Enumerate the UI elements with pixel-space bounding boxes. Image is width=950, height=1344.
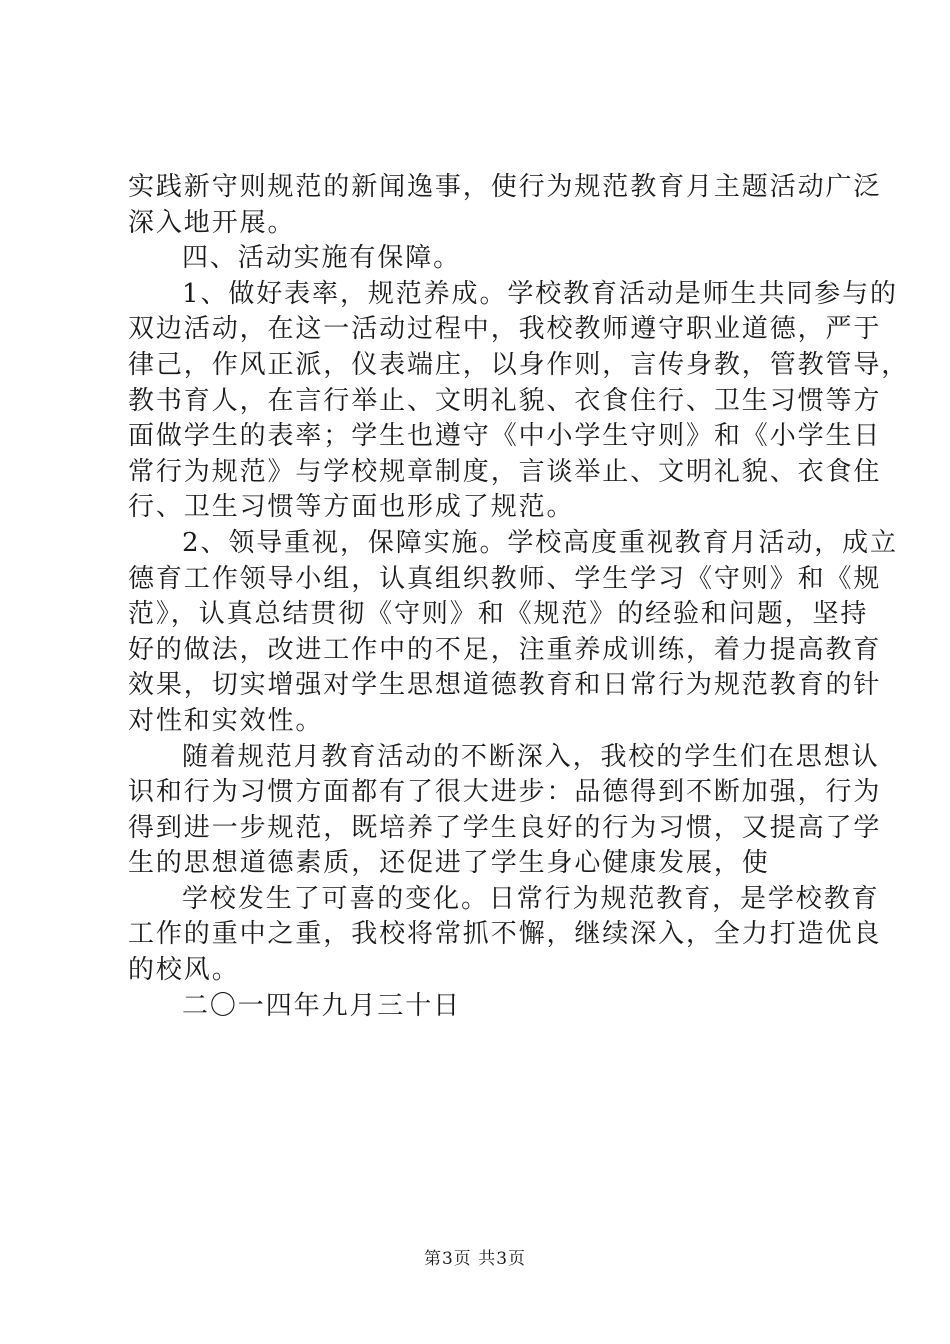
text-line: 行、卫生习惯等方面也形成了规范。: [128, 492, 575, 523]
text-line: 常行为规范》与学校规章制度，言谈举止、文明礼貌、衣食住: [128, 456, 882, 487]
text-line: 随着规范月教育活动的不断深入，我校的学生们在思想认: [182, 741, 880, 772]
text-line: 生的思想道德素质，还促进了学生身心健康发展，使: [128, 848, 770, 879]
page-number-label: 第3页 共3页: [423, 1249, 527, 1269]
text-line: 深入地开展。: [128, 207, 296, 238]
text-line: 学校发生了可喜的变化。日常行为规范教育，是学校教育: [182, 883, 880, 914]
text-line: 对性和实效性。: [128, 705, 324, 736]
text-line: 德育工作领导小组，认真组织教师、学生学习《守则》和《规: [128, 563, 882, 594]
text-line: 实践新守则规范的新闻逸事，使行为规范教育月主题活动广泛: [128, 172, 882, 202]
document-date: 二〇一四年九月三十日: [182, 990, 462, 1021]
text-line: 好的做法，改进工作中的不足，注重养成训练，着力提高教育: [128, 634, 882, 665]
text-line: 效果，切实增强对学生思想道德教育和日常行为规范教育的针: [128, 670, 882, 701]
text-line: 面做学生的表率；学生也遵守《中小学生守则》和《小学生日: [128, 421, 882, 452]
text-line: 识和行为习惯方面都有了很大进步：品德得到不断加强，行为: [128, 777, 882, 808]
text-line: 范》，认真总结贯彻《守则》和《规范》的经验和问题，坚持: [128, 599, 869, 630]
text-line: 律己，作风正派，仪表端庄，以身作则，言传身教，管教管导，: [128, 349, 910, 380]
text-line: 1、做好表率，规范养成。学校教育活动是师生共同参与的: [182, 278, 898, 309]
page-footer: [0, 1244, 950, 1269]
text-line: 工作的重中之重，我校将常抓不懈，继续深入，全力打造优良: [128, 919, 882, 950]
text-line: 2、领导重视，保障实施。学校高度重视教育月活动，成立: [182, 527, 898, 558]
document-body: [128, 170, 910, 1024]
text-line: 双边活动，在这一活动过程中，我校教师遵守职业道德，严于: [128, 314, 882, 345]
text-line: 得到进一步规范，既培养了学生良好的行为习惯，又提高了学: [128, 812, 882, 843]
section-heading: 四、活动实施有保障。: [182, 243, 462, 274]
text-line: 的校风。: [128, 955, 240, 986]
text-line: 教书育人，在言行举止、文明礼貌、衣食住行、卫生习惯等方: [128, 385, 882, 416]
